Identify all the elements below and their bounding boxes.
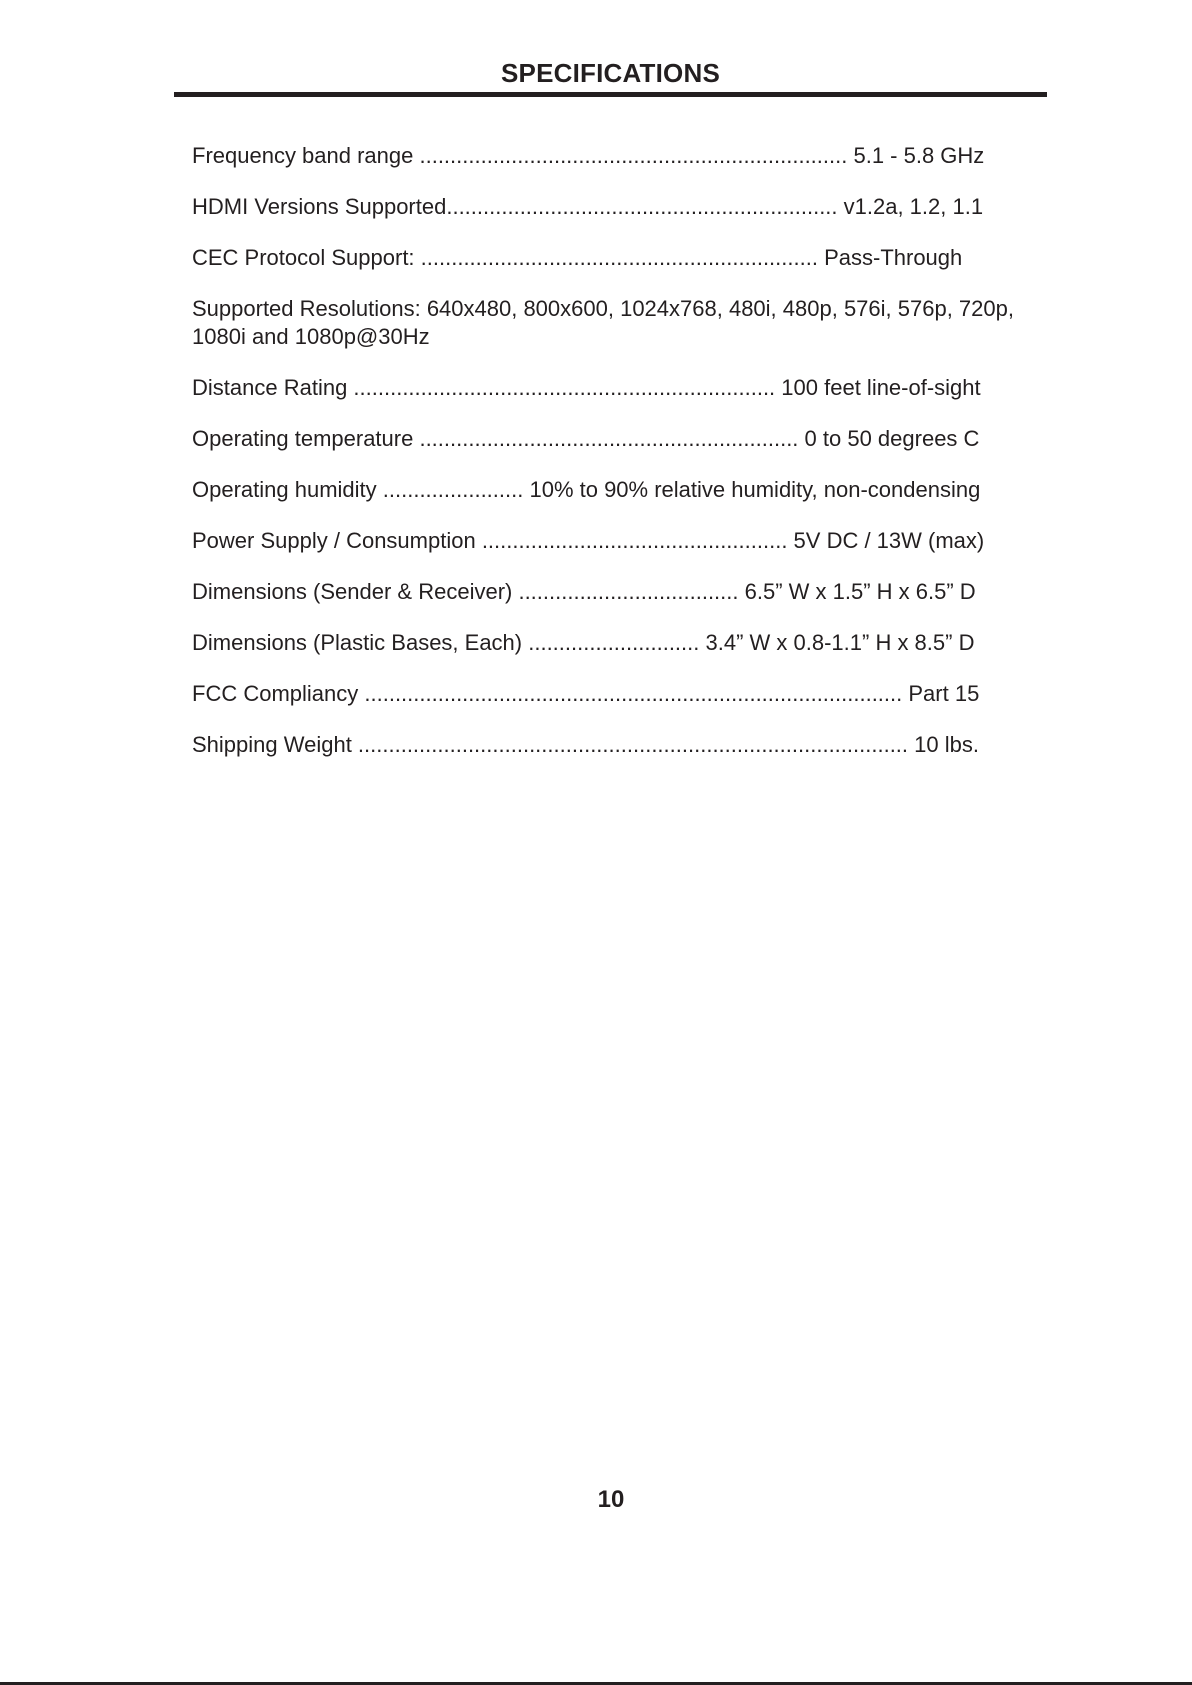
spec-leader-dots: ................................................................. [414, 245, 818, 270]
spec-label: Shipping Weight [192, 732, 352, 757]
spec-leader-dots: ...................................................................... [413, 143, 848, 168]
spec-value: Part 15 [902, 681, 980, 706]
spec-leader-dots: ................................................................ [446, 194, 838, 219]
spec-value: Pass-Through [817, 245, 963, 270]
spec-value: 5V DC / 13W (max) [787, 528, 985, 553]
spec-value: 5.1 - 5.8 GHz [847, 143, 985, 168]
spec-frequency-band-range [192, 142, 1030, 193]
spec-distance-rating [192, 374, 1030, 425]
page-title: SPECIFICATIONS [500, 58, 720, 88]
spec-fcc-compliancy [192, 680, 1030, 731]
spec-label: Power Supply / Consumption [192, 528, 476, 553]
spec-power-supply [192, 527, 1030, 578]
spec-value: 6.5” W x 1.5” H x 6.5” D [738, 579, 976, 604]
spec-label: Frequency band range [192, 143, 414, 168]
spec-label: FCC Compliancy [192, 681, 359, 706]
page-header [174, 58, 1047, 88]
spec-label: HDMI Versions Supported [192, 194, 447, 219]
page-number: 10 [597, 1486, 625, 1513]
spec-label: Distance Rating [192, 375, 348, 400]
specifications-list [192, 142, 1030, 782]
spec-leader-dots: .................................... [512, 579, 739, 604]
spec-value: 3.4” W x 0.8-1.1” H x 8.5” D [699, 630, 975, 655]
spec-leader-dots: ..................................................................... [347, 375, 776, 400]
spec-label: Operating temperature [192, 426, 414, 451]
spec-value: v1.2a, 1.2, 1.1 [837, 194, 984, 219]
spec-label: Operating humidity [192, 477, 377, 502]
spec-supported-resolutions [192, 295, 1030, 374]
spec-leader-dots: .............................................................. [413, 426, 799, 451]
spec-leader-dots: .................................................. [475, 528, 788, 553]
spec-value: 10% to 90% relative humidity, non-condensing [523, 477, 981, 502]
spec-operating-humidity [192, 476, 1030, 527]
spec-shipping-weight [192, 731, 1030, 782]
spec-leader-dots: ............................ [522, 630, 700, 655]
spec-leader-dots: .......................................................................................... [351, 732, 909, 757]
spec-cec-protocol [192, 244, 1030, 295]
spec-label: CEC Protocol Support: [192, 245, 415, 270]
spec-dimensions-plastic-bases [192, 629, 1030, 680]
spec-value: 10 lbs. [908, 732, 979, 757]
spec-dimensions-sender-receiver [192, 578, 1030, 629]
spec-leader-dots: ....................... [376, 477, 524, 502]
spec-value: 100 feet line-of-sight [775, 375, 981, 400]
spec-label: Dimensions (Plastic Bases, Each) [192, 630, 523, 655]
spec-label: Dimensions (Sender & Receiver) [192, 579, 513, 604]
spec-leader-dots: ........................................................................................ [358, 681, 903, 706]
spec-value: 0 to 50 degrees C [798, 426, 980, 451]
title-underline [174, 92, 1047, 97]
spec-label: Supported Resolutions: 640x480, 800x600, 1024x768, 480i, 480p, 576i, 576p, 720p, 1080i and 1080p@30Hz [192, 296, 1014, 349]
spec-operating-temperature [192, 425, 1030, 476]
spec-hdmi-versions [192, 193, 1030, 244]
